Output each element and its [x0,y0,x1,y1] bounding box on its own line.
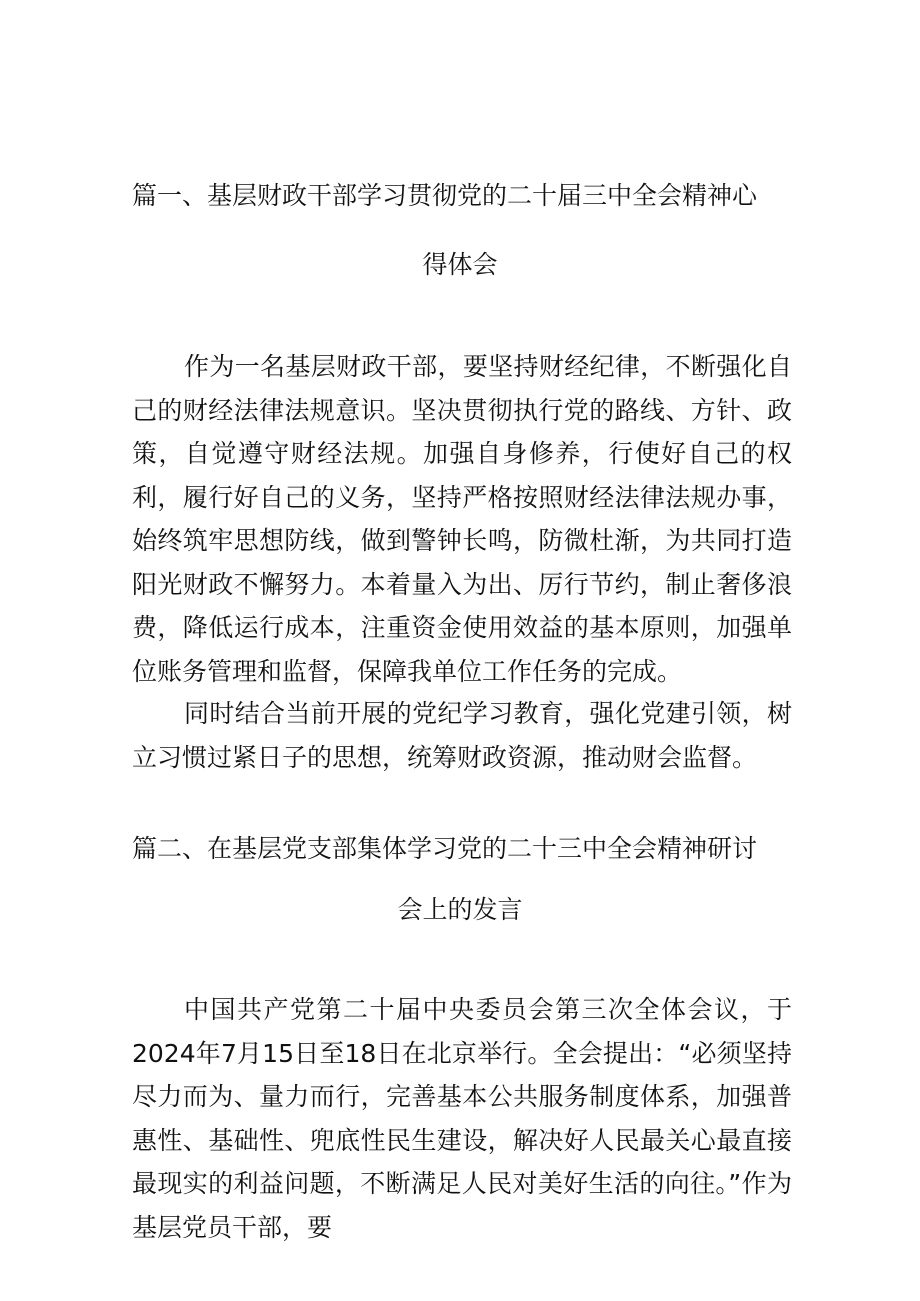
section2-title-line2: 会上的发言 [397,895,523,924]
section2-title-line1: 篇二、在基层党支部集体学习党的二十三中全会精神研讨 [132,834,758,863]
section1-title-line2: 得体会 [422,250,498,279]
section1-paragraph1: 作为一名基层财政干部，要坚持财经纪律，不断强化自己的财经法律法规意识。坚决贯彻执行党的路线、方针、政策，自觉遵守财经法规。加强自身修养，行使好自己的权利，履行好自己的义务，坚持严格按照财经法律法规办事，始终筑牢思想防线，做到警钟长鸣，防微杜渐，为共同打造阳光财政不懈努力。本着量入为出、厉行节约，制止奢侈浪费，降低运行成本，注重资金使用效益的基本原则，加强单位账务管理和监督，保障我单位工作任务的完成。 [132,352,792,686]
section1-paragraph2: 同时结合当前开展的党纪学习教育，强化党建引领，树立习惯过紧日子的思想，统筹财政资源，推动财会监督。 [132,699,792,772]
section1-title-line1: 篇一、基层财政干部学习贯彻党的二十届三中全会精神心 [132,181,758,210]
section2-paragraph1: 中国共产党第二十届中央委员会第三次全体会议，于2024年7月15日至18日在北京举行。全会提出：“必须坚持尽力而为、量力而行，完善基本公共服务制度体系，加强普惠性、基础性、兜底性民生建设，解决好人民最关心最直接最现实的利益问题，不断满足人民对美好生活的向往。”作为基层党员干部，要 [132,995,792,1242]
